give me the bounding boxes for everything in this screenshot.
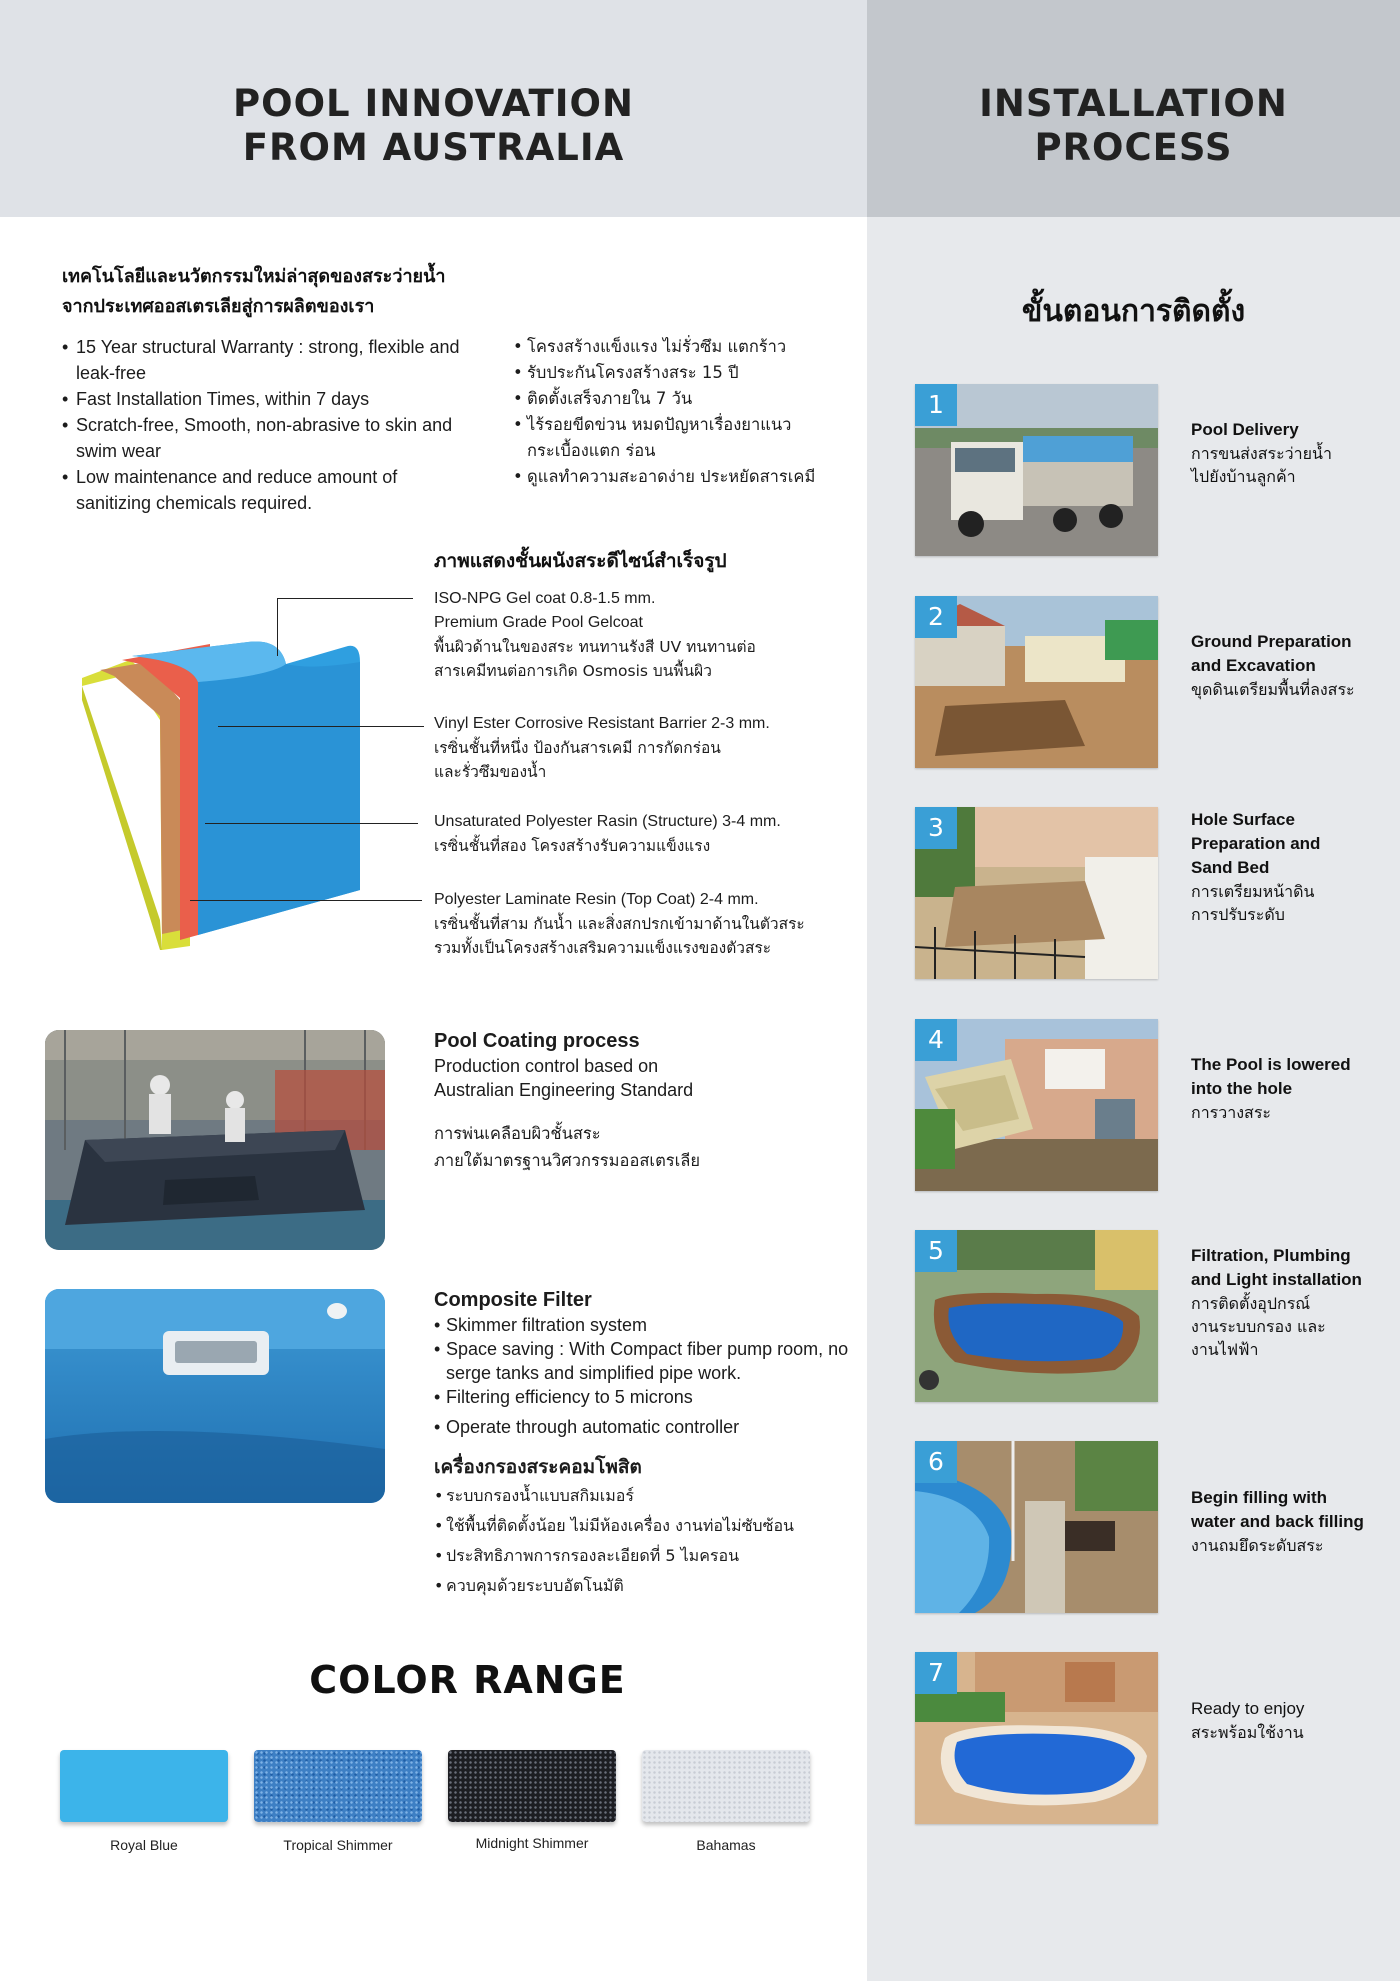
color-range-heading: COLOR RANGE <box>309 1658 626 1702</box>
leader-line <box>277 598 413 599</box>
left-header <box>0 0 867 217</box>
intro-title <box>62 262 446 322</box>
step-7-text <box>1191 1697 1391 1744</box>
step-number-badge: 3 <box>915 807 957 849</box>
step-title: water and back filling <box>1191 1512 1364 1531</box>
step-title: Pool Delivery <box>1191 420 1299 439</box>
filter-title-th: เครื่องกรองสระคอมโพสิต <box>434 1456 642 1478</box>
bullet-item: • Skimmer filtration system <box>434 1313 864 1337</box>
step-5-text <box>1191 1244 1391 1361</box>
step-number-badge: 2 <box>915 596 957 638</box>
step-title: and Light installation <box>1191 1270 1362 1289</box>
bullet-item: • Scratch-free, Smooth, non-abrasive to skin and swim wear <box>62 412 472 464</box>
wall-layer-diagram <box>70 590 430 950</box>
step-th: การขนส่งสระว่ายน้ำ <box>1191 444 1332 463</box>
step-7-photo <box>915 1652 1158 1824</box>
layer-label-th: เรซิ่นชั้นที่สอง โครงสร้างรับความแข็งแรง <box>434 837 711 855</box>
layer-tan <box>100 662 182 934</box>
coating-photo <box>45 1030 385 1250</box>
swatch-label: Bahamas <box>696 1837 756 1853</box>
installation-title-line1: INSTALLATION <box>979 82 1288 125</box>
filter-section <box>434 1287 864 1601</box>
coating-line: Australian Engineering Standard <box>434 1080 694 1100</box>
step-title: into the hole <box>1191 1079 1293 1098</box>
step-title: Begin filling with <box>1191 1488 1327 1507</box>
swatch-label: Midnight Shimmer <box>475 1835 589 1851</box>
step-2-text <box>1191 630 1391 701</box>
step-th: ไปยังบ้านลูกค้า <box>1191 467 1296 486</box>
step-3-text <box>1191 808 1391 926</box>
bullet-item: • 15 Year structural Warranty : strong, flexible and leak-free <box>62 334 472 386</box>
swatch-bahamas <box>642 1750 810 1822</box>
step-title: The Pool is lowered <box>1191 1055 1351 1074</box>
coating-line: Production control based on <box>434 1056 659 1076</box>
step-3-photo <box>915 807 1158 979</box>
bullet-item: • ไร้รอยขีดข่วน หมดปัญหาเรื่องยาแนว กระเบื้องแตก ร่อน <box>513 412 853 464</box>
leader-line <box>190 900 422 901</box>
step-title: and Excavation <box>1191 656 1316 675</box>
step-1-text <box>1191 418 1391 488</box>
swatch-midnight-shimmer <box>448 1750 616 1822</box>
step-1-photo <box>915 384 1158 556</box>
layer-label-4 <box>434 888 864 960</box>
step-5-photo <box>915 1230 1158 1402</box>
layer-label-en: Vinyl Ester Corrosive Resistant Barrier 2-3 mm. <box>434 715 770 732</box>
step-th: งานถมยึดระดับสระ <box>1191 1536 1324 1555</box>
layer-label-en: Polyester Laminate Resin (Top Coat) 2-4 mm. <box>434 891 759 908</box>
step-2-photo <box>915 596 1158 768</box>
step-th: การเตรียมหน้าดิน <box>1191 882 1315 901</box>
step-th: การปรับระดับ <box>1191 905 1285 924</box>
swatch-label: Royal Blue <box>110 1837 178 1853</box>
swatch-label: Tropical Shimmer <box>283 1837 393 1853</box>
coating-th: ภายใต้มาตรฐานวิศวกรรมออสเตรเลีย <box>434 1151 701 1170</box>
swatch-royal-blue <box>60 1750 228 1822</box>
bullet-item: • ใช้พื้นที่ติดตั้งน้อย ไม่มีห้องเครื่อง งานท่อไม่ซับซ้อน <box>434 1511 864 1541</box>
step-6-photo <box>915 1441 1158 1613</box>
layer-label-th: รวมทั้งเป็นโครงสร้างเสริมความแข็งแรงของตัวสระ <box>434 939 772 957</box>
leader-line <box>218 726 424 727</box>
bullet-item: • ประสิทธิภาพการกรองละเอียดที่ 5 ไมครอน <box>434 1541 864 1571</box>
layer-label-en: Unsaturated Polyester Rasin (Structure) 3-4 mm. <box>434 813 781 830</box>
layer-label-1 <box>434 587 864 683</box>
step-4-photo <box>915 1019 1158 1191</box>
right-header <box>867 0 1400 217</box>
step-th: ขุดดินเตรียมพื้นที่ลงสระ <box>1191 680 1355 699</box>
layer-label-en: Premium Grade Pool Gelcoat <box>434 614 643 631</box>
step-title: Preparation and <box>1191 834 1321 853</box>
step-number-badge: 6 <box>915 1441 957 1483</box>
layer-label-th: เรซิ่นชั้นที่หนึ่ง ป้องกันสารเคมี การกัดกร่อน <box>434 739 721 757</box>
bullet-item: • ควบคุมด้วยระบบอัตโนมัติ <box>434 1571 864 1601</box>
step-title: Ready to enjoy <box>1191 1699 1305 1718</box>
bullet-item: • Filtering efficiency to 5 microns <box>434 1385 864 1409</box>
layer-label-th: และรั่วซึมของน้ำ <box>434 763 547 781</box>
leader-line <box>277 598 278 656</box>
step-4-text <box>1191 1053 1391 1124</box>
step-number-badge: 7 <box>915 1652 957 1694</box>
layers-heading: ภาพแสดงชั้นผนังสระดีไซน์สำเร็จรูป <box>434 550 727 572</box>
step-title: Hole Surface <box>1191 810 1295 829</box>
step-number-badge: 1 <box>915 384 957 426</box>
bullet-item: • ติดตั้งเสร็จภายใน 7 วัน <box>513 386 853 412</box>
bullet-item: • Low maintenance and reduce amount of sanitizing chemicals required. <box>62 464 472 516</box>
page-title-line2: FROM AUSTRALIA <box>242 126 625 169</box>
installation-title <box>867 82 1400 170</box>
swatch-tropical-shimmer <box>254 1750 422 1822</box>
step-number-badge: 5 <box>915 1230 957 1272</box>
filter-title: Composite Filter <box>434 1289 592 1311</box>
bullet-item: • Fast Installation Times, within 7 days <box>62 386 472 412</box>
bullet-item: • โครงสร้างแข็งแรง ไม่รั่วซึม แตกร้าว <box>513 334 853 360</box>
intro-title-line1: เทคโนโลยีและนวัตกรรมใหม่ล่าสุดของสระว่ายน้ำ <box>62 266 446 287</box>
layer-label-th: สารเคมีทนต่อการเกิด Osmosis บนพื้นผิว <box>434 662 712 680</box>
step-title: Ground Preparation <box>1191 632 1352 651</box>
layer-label-2 <box>434 712 864 784</box>
layer-label-en: ISO-NPG Gel coat 0.8-1.5 mm. <box>434 590 656 607</box>
intro-bullets-th <box>513 334 853 490</box>
installation-steps-title: ขั้นตอนการติดตั้ง <box>1021 294 1246 329</box>
intro-title-line2: จากประเทศออสเตรเลียสู่การผลิตของเรา <box>62 296 375 317</box>
bullet-item: • Space saving : With Compact fiber pump room, no serge tanks and simplified pipe work. <box>434 1337 864 1385</box>
coating-title: Pool Coating process <box>434 1030 640 1052</box>
coating-th: การพ่นเคลือบผิวชั้นสระ <box>434 1124 601 1143</box>
layer-label-th: เรซิ่นชั้นที่สาม กันน้ำ และสิ่งสกปรกเข้ามาด้านในตัวสระ <box>434 915 805 933</box>
step-title: Filtration, Plumbing <box>1191 1246 1351 1265</box>
bullet-item: • ดูแลทำความสะอาดง่าย ประหยัดสารเคมี <box>513 464 853 490</box>
step-th: งานไฟฟ้า <box>1191 1340 1259 1359</box>
intro-bullets-en <box>62 334 472 516</box>
installation-title-line2: PROCESS <box>1034 126 1233 169</box>
bullet-item: • ระบบกรองน้ำแบบสกิมเมอร์ <box>434 1481 864 1511</box>
filter-bullets-th <box>434 1481 864 1601</box>
bullet-item: • รับประกันโครงสร้างสระ 15 ปี <box>513 360 853 386</box>
page-title <box>0 82 867 170</box>
step-th: สระพร้อมใช้งาน <box>1191 1723 1304 1742</box>
step-th: งานระบบกรอง และ <box>1191 1317 1326 1336</box>
step-title: Sand Bed <box>1191 858 1270 877</box>
layer-label-3 <box>434 810 864 858</box>
step-number-badge: 4 <box>915 1019 957 1061</box>
coating-section <box>434 1028 864 1174</box>
step-th: การวางสระ <box>1191 1103 1271 1122</box>
leader-line <box>205 823 418 824</box>
filter-photo <box>45 1289 385 1503</box>
step-6-text <box>1191 1486 1391 1557</box>
filter-bullets-en <box>434 1313 864 1439</box>
step-th: การติดตั้งอุปกรณ์ <box>1191 1294 1311 1313</box>
layer-label-th: พื้นผิวด้านในของสระ ทนทานรังสี UV ทนทานต่อ <box>434 638 756 656</box>
page-title-line1: POOL INNOVATION <box>233 82 634 125</box>
bullet-item: • Operate through automatic controller <box>434 1415 864 1439</box>
